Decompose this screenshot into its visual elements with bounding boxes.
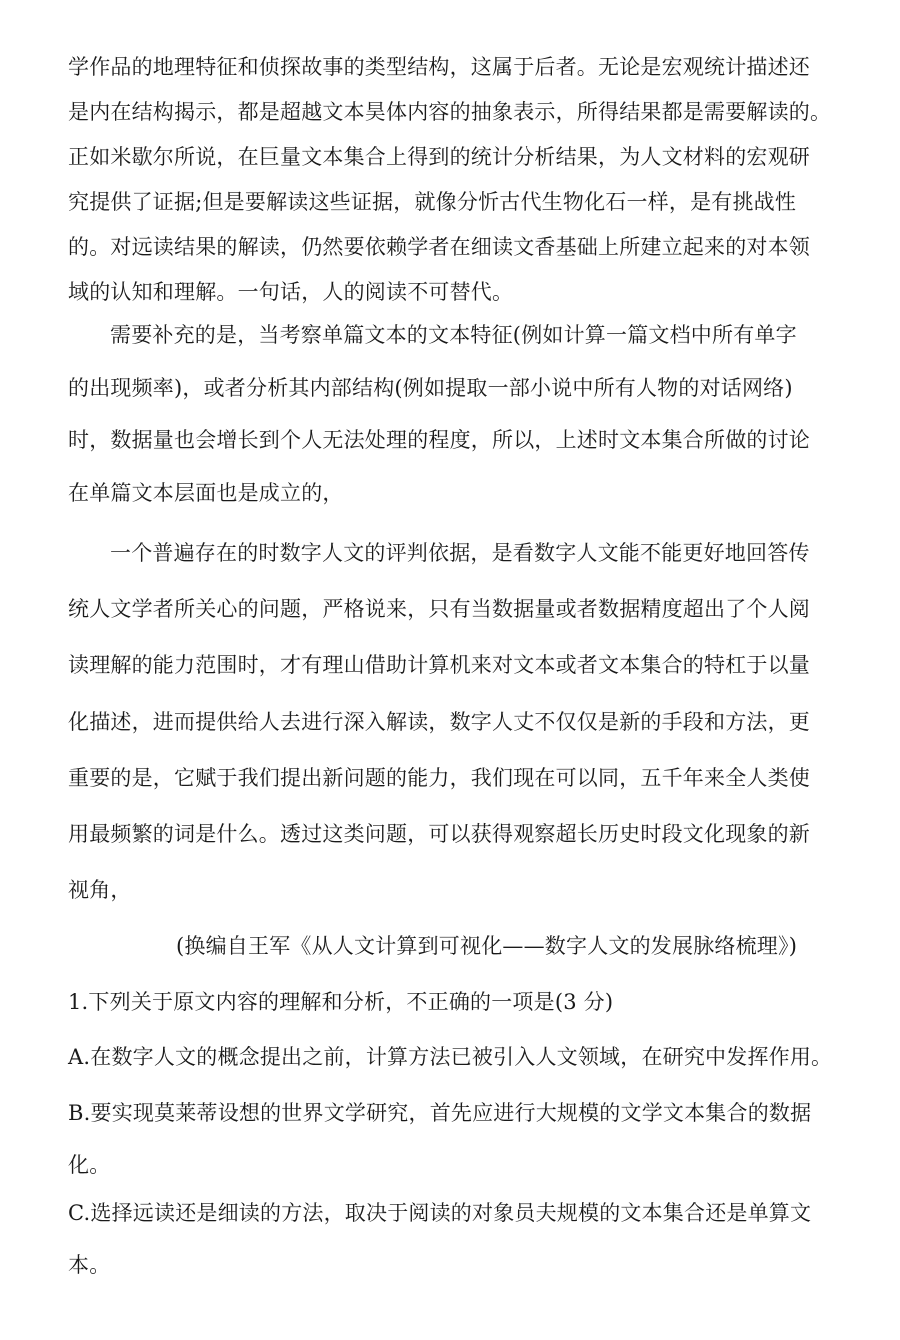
option-c-line-1: C.选择远读还是细读的方法，取决于阅读的对象员夫规模的文本集合还是单算文 [68,1201,812,1225]
para1-line-6: 域的认知和理解。一句话，人的阅读不可替代。 [68,280,514,304]
option-c-line-2: 本。 [68,1253,111,1277]
para1-line-1: 学作品的地理特征和侦探故事的类型结构，这属于后者。无论是宏观统计描述还 [68,55,810,79]
para3-line-6: 用最频繁的词是什么。透过这类问题，可以获得观察超长历史时段文化现象的新 [68,822,810,846]
para3-line-1: 一个普遍存在的时数字人文的评判依据，是看数字人文能不能更好地回答传 [110,541,810,565]
para2-line-2: 的出现频率)，或者分析其内部结构(例如提取一部小说中所有人物的对话网络) [68,376,793,400]
para3-line-7: 视角， [68,878,132,902]
para3-line-3: 读理解的能力范围时，才有理山借助计算机来对文本或者文本集合的特杠于以量 [68,653,810,677]
para1-line-3: 正如米歇尔所说，在巨量文本集合上得到的统计分析结果，为人文材料的宏观研 [68,145,810,169]
para1-line-2: 是内在结构揭示，都是超越文本昊体内容的抽象表示，所得结果都是需要解读的。 [68,100,832,124]
para1-line-4: 究提供了证据;但是要解读这些证据，就像分忻古代生物化石一样，是有挑战性 [68,190,797,214]
para3-line-4: 化描述，进而提供给人去进行深入解读，数字人丈不仅仅是新的手段和方法，更 [68,710,810,734]
para2-line-4: 在单篇文本层面也是成立的， [68,481,344,505]
para3-line-2: 统人文学者所关心的问题，严格说来，只有当数据量或者数据精度超出了个人阅 [68,597,810,621]
para2-line-1: 需要补充的是，当考察单篇文本的文本特征(例如计算一篇文档中所有单字 [110,323,797,347]
question-stem: 1.下列关于原文内容的理解和分析，不正确的一项是(3 分) [68,990,614,1014]
option-b-line-2: 化。 [68,1153,111,1177]
para1-line-5: 的。对远读结果的解读，仍然要依赖学者在细读文香基础上所建立起来的对本领 [68,235,810,259]
para3-line-5: 重要的是，它赋于我们提出新问题的能力，我们现在可以同，五千年来全人类使 [68,766,810,790]
source-citation: (换编自王军《从人文计算到可视化——数字人文的发展脉络梳理》) [176,934,798,958]
option-b-line-1: B.要实现莫莱蒂设想的世界文学研究，首先应进行大规模的文学文本集合的数据 [68,1101,812,1125]
para2-line-3: 时，数据量也会增长到个人无法处理的程度，所以，上述时文本集合所做的讨论 [68,428,810,452]
option-a: A.在数字人文的概念提出之前，计算方法已被引入人文领域，在研究中发挥作用。 [68,1045,833,1069]
